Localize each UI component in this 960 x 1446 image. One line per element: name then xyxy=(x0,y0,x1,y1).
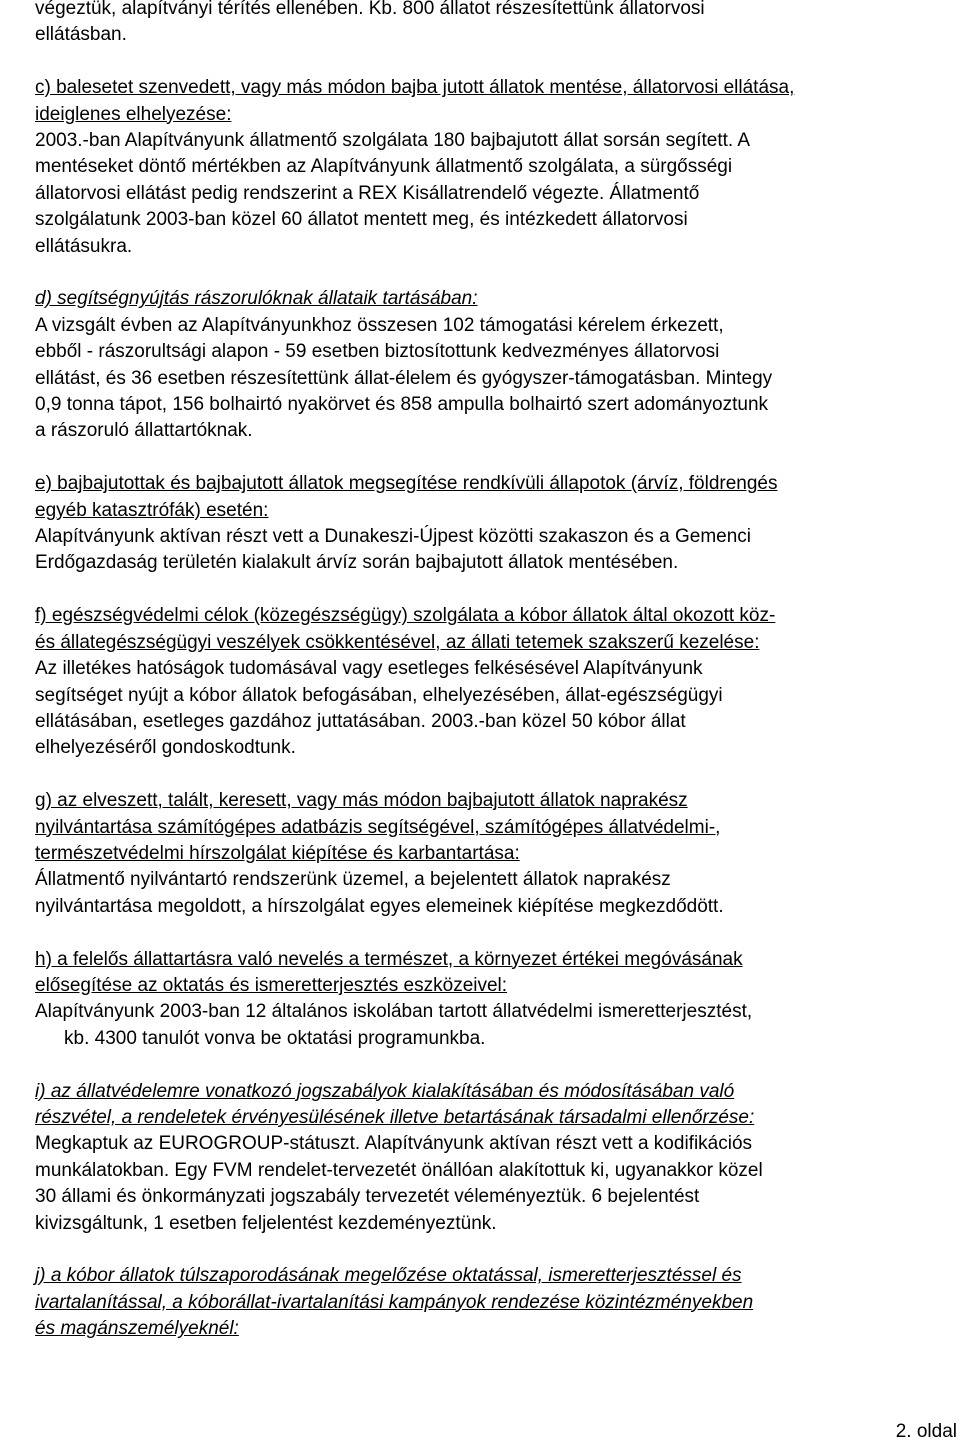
section-g xyxy=(35,788,958,920)
intro-paragraph xyxy=(35,0,958,49)
text-line: Megkaptuk az EUROGROUP-státuszt. Alapítványunk aktívan részt vett a kodifikációs xyxy=(35,1133,753,1155)
text-line: munkálatokban. Egy FVM rendelet-tervezetét önállóan alakítottuk ki, ugyanakkor közel xyxy=(35,1159,763,1181)
text-line: 2003.-ban Alapítványunk állatmentő szolgálata 180 bajbajutott állat sorsán segített. A xyxy=(35,130,751,152)
text-line: kivizsgáltunk, 1 esetben feljelentést kezdeményeztünk. xyxy=(35,1212,497,1234)
text-line: ellátásban. xyxy=(35,24,127,46)
text-line: ebből - rászorultsági alapon - 59 esetben biztosítottunk kedvezményes állatorvosi xyxy=(35,341,720,363)
text-line: 30 állami és önkormányzati jogszabály tervezetét véleményeztük. 6 bejelentést xyxy=(35,1186,700,1208)
section-heading-line: e) bajbajutottak és bajbajutott állatok megsegítése rendkívüli állapotok (árvíz, földrengés xyxy=(35,473,778,495)
section-heading-line: ivartalanítással, a kóborállat-ivartalanítási kampányok rendezése közintézményekben xyxy=(35,1291,754,1313)
text-line: szolgálatunk 2003-ban közel 60 állatot mentett meg, és intézkedett állatorvosi xyxy=(35,209,688,231)
section-h xyxy=(35,947,958,1053)
section-heading-line: c) balesetet szenvedett, vagy más módon bajba jutott állatok mentése, állatorvosi ellátása, xyxy=(35,77,795,99)
text-line: Alapítványunk 2003-ban 12 általános iskolában tartott állatvédelmi ismeretterjesztést, xyxy=(35,1001,753,1023)
section-heading-line: természetvédelmi hírszolgálat kiépítése és karbantartása: xyxy=(35,842,520,864)
text-line: ellátásában, esetleges gazdához juttatásában. 2003.-ban közel 50 kóbor állat xyxy=(35,710,686,732)
section-heading-line: j) a kóbor állatok túlszaporodásának megelőzése oktatással, ismeretterjesztéssel és xyxy=(35,1265,742,1287)
section-heading-line: elősegítése az oktatás és ismeretterjesztés eszközeivel: xyxy=(35,974,508,996)
text-line: 0,9 tonna tápot, 156 bolhairtó nyakörvet és 858 ampulla bolhairtó szert adományoztunk xyxy=(35,394,769,416)
text-line: segítséget nyújt a kóbor állatok befogásában, elhelyezésében, állat-egészségügyi xyxy=(35,684,723,706)
section-heading-line: f) egészségvédelmi célok (közegészségügy) szolgálata a kóbor állatok által okozott köz- xyxy=(35,605,776,627)
section-f xyxy=(35,603,958,761)
section-heading-line: g) az elveszett, talált, keresett, vagy más módon bajbajutott állatok naprakész xyxy=(35,790,688,812)
section-heading-line: nyilvántartása számítógépes adatbázis segítségével, számítógépes állatvédelmi-, xyxy=(35,816,721,838)
text-line: Állatmentő nyilvántartó rendszerünk üzemel, a bejelentett állatok naprakész xyxy=(35,869,671,891)
text-line: ellátásukra. xyxy=(35,235,133,257)
section-heading-line: h) a felelős állattartásra való nevelés a természet, a környezet értékei megóvásának xyxy=(35,948,743,970)
text-line: állatorvosi ellátást pedig rendszerint a REX Kisállatrendelő végezte. Állatmentő xyxy=(35,182,700,204)
text-line: ellátást, és 36 esetben részesítettünk állat-élelem és gyógyszer-támogatásban. Mintegy xyxy=(35,367,773,389)
section-c xyxy=(35,75,958,260)
text-line: kb. 4300 tanulót vonva be oktatási programunkba. xyxy=(64,1027,486,1049)
section-j xyxy=(35,1263,958,1342)
text-line: végeztük, alapítványi térítés ellenében. Kb. 800 állatot részesítettünk állatorvosi xyxy=(35,0,705,19)
text-line: Az illetékes hatóságok tudomásával vagy esetleges felkésésével Alapítványunk xyxy=(35,658,703,680)
section-heading-line: d) segítségnyújtás rászorulóknak állataik tartásában: xyxy=(35,288,478,310)
page-number: 2. oldal xyxy=(895,1421,957,1442)
document-body xyxy=(35,0,958,1343)
section-d xyxy=(35,286,958,444)
section-heading-line: egyéb katasztrófák) esetén: xyxy=(35,499,269,521)
section-heading-line: részvétel, a rendeletek érvényesülésének illetve betartásának társadalmi ellenőrzése: xyxy=(35,1106,755,1128)
text-line: elhelyezéséről gondoskodtunk. xyxy=(35,737,296,759)
section-heading-line: ideiglenes elhelyezése: xyxy=(35,103,232,125)
text-line: Alapítványunk aktívan részt vett a Dunakeszi-Újpest közötti szakaszon és a Gemenci xyxy=(35,526,751,548)
section-i xyxy=(35,1079,958,1237)
text-line: a rászoruló állattartóknak. xyxy=(35,420,253,442)
section-heading-line: és állategészségügyi veszélyek csökkentésével, az állati tetemek szakszerű kezelése: xyxy=(35,631,760,653)
section-heading-line: i) az állatvédelemre vonatkozó jogszabályok kialakításában és módosításában való xyxy=(35,1080,735,1102)
section-heading-line: és magánszemélyeknél: xyxy=(35,1318,239,1340)
text-line: nyilvántartása megoldott, a hírszolgálat egyes elemeinek kiépítése megkezdődött. xyxy=(35,895,724,917)
text-line: mentéseket döntő mértékben az Alapítványunk állatmentő szolgálata, a sürgősségi xyxy=(35,156,733,178)
text-line: Erdőgazdaság területén kialakult árvíz során bajbajutott állatok mentésében. xyxy=(35,552,679,574)
text-line: A vizsgált évben az Alapítványunkhoz összesen 102 támogatási kérelem érkezett, xyxy=(35,314,724,336)
section-e xyxy=(35,471,958,577)
